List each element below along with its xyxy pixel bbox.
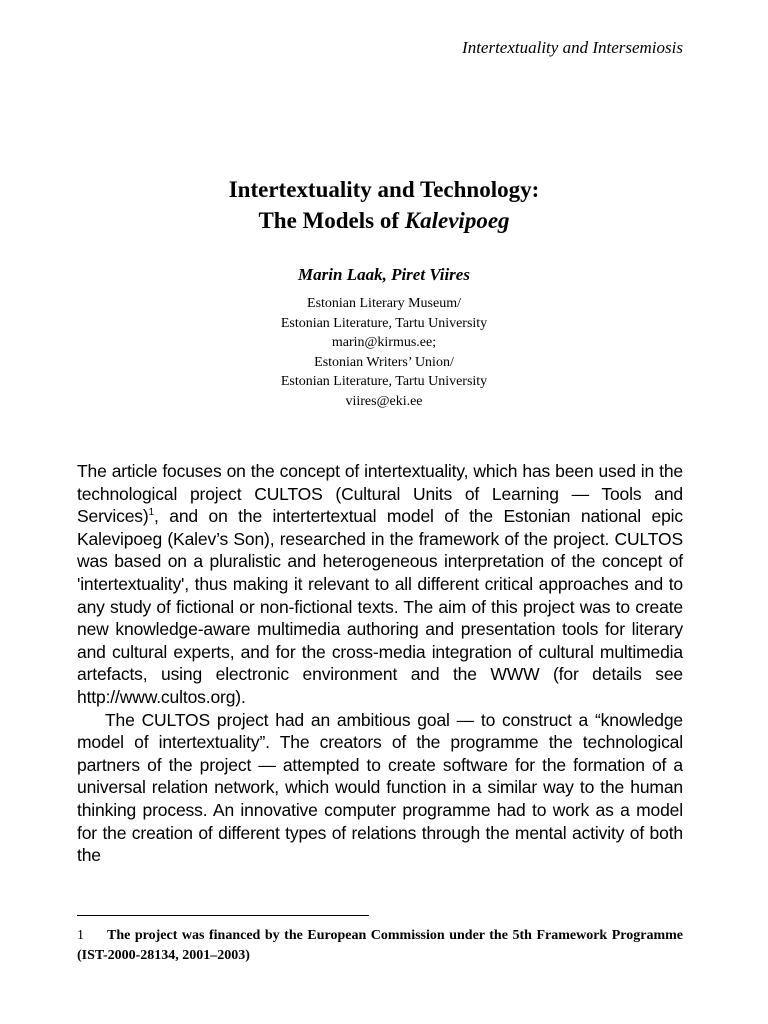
article-body — [77, 460, 683, 867]
affiliation-line: Estonian Literature, Tartu University — [280, 374, 488, 389]
authors: Marin Laak, Piret Viires — [298, 265, 470, 284]
affiliation-email: viires@eki.ee — [345, 393, 423, 409]
footnote-number: 1 — [77, 928, 84, 943]
paragraph-1-text-b: , and on the intertertextual model of the Estonian national epic Kalevipoeg (Kalev’s Son), researched in the framework of the project. CULTOS was based on a pluralistic and heterogeneous interpretation of the concept of 'intertextuality', thus making it relevant to all different critical approaches and to any study of fictional or non-fictional texts. The aim of this project was to create new knowledge-aware multimedia authoring and presentation tools for literary and cultural experts, and for the cross-media integration of cultural multimedia artefacts, using electronic environment and the WWW (for details see http://www.cultos.org). — [77, 506, 683, 707]
paragraph-1 — [77, 460, 683, 709]
running-head: Intertextuality and Intersemiosis — [462, 38, 683, 57]
footnote-text: The project was financed by the European Commission under the 5th Framework Programme (IST-2000-28134, 2001–2003) — [77, 928, 683, 963]
article-title — [0, 174, 768, 236]
title-line-1: Intertextuality and Technology: — [228, 177, 540, 202]
title-line-2-prefix: The Models of — [258, 208, 405, 233]
title-line-2 — [0, 205, 768, 236]
paragraph-2: The CULTOS project had an ambitious goal — to construct a “knowledge model of intertextuality”. The creators of the programme the technological partners of the project — attempted to create software for the formation of a universal relation network, which would function in a similar way to the human thinking process. An innovative computer programme had to work as a model for the creation of different types of relations through the mental activity of both the — [77, 709, 683, 866]
affiliation-line: Estonian Literary Museum/ — [307, 296, 461, 311]
paragraph-1-text-a: The article focuses on the concept of intertextuality, which has been used in the technological project CULTOS (Cultural Units of Learning — Tools and Services) — [77, 461, 683, 527]
affiliations — [0, 294, 768, 411]
affiliation-email: marin@kirmus.ee; — [331, 335, 437, 350]
title-line-2-italic: Kalevipoeg — [404, 208, 510, 233]
affiliation-line: Estonian Literature, Tartu University — [280, 315, 488, 331]
footnote-reference: 1 — [148, 507, 155, 519]
footnote — [77, 926, 683, 965]
footnote-divider — [77, 915, 369, 916]
affiliation-line: Estonian Writers’ Union/ — [314, 354, 454, 370]
